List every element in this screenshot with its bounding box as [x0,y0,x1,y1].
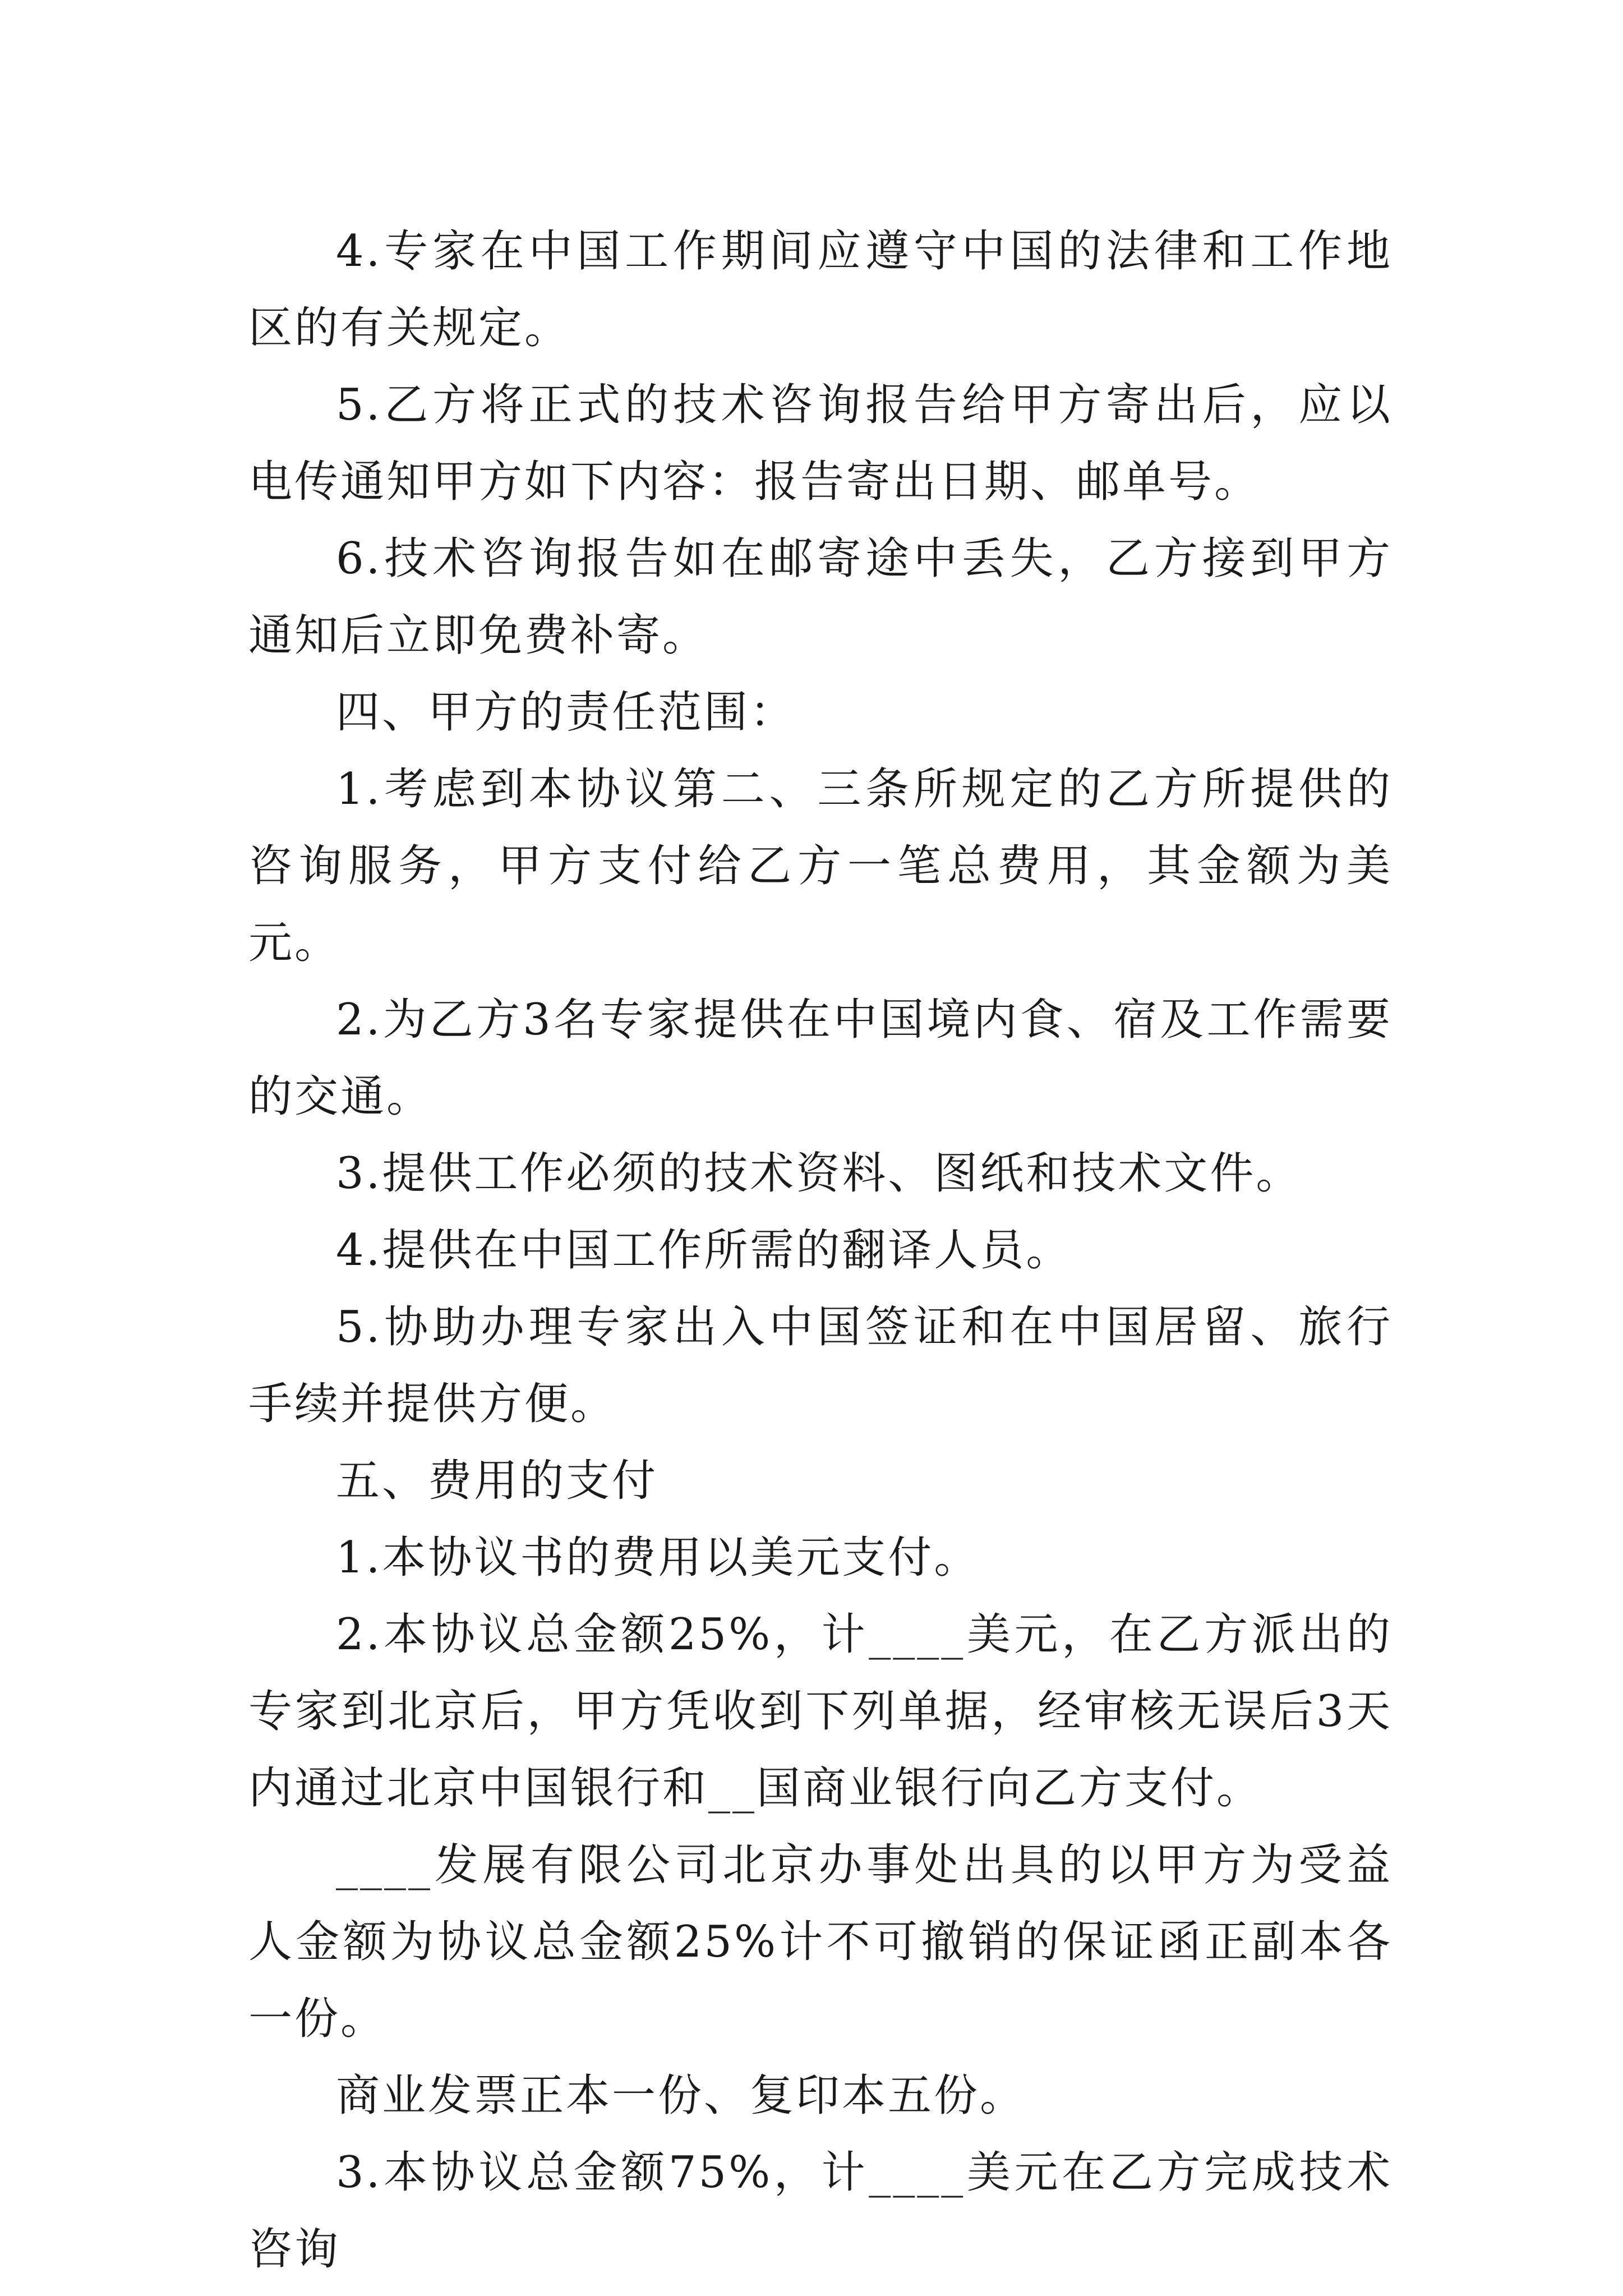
paragraph: 6.技术咨询报告如在邮寄途中丢失，乙方接到甲方通知后立即免费补寄。 [248,533,1393,661]
paragraph: 2.本协议总金额25%，计____美元，在乙方派出的专家到北京后，甲方凭收到下列单据，经审核无误后3天内通过北京中国银行和__国商业银行向乙方支付。 [248,1609,1393,1814]
section-heading: 五、费用的支付 [336,1456,658,1506]
paragraph: ____发展有限公司北京办事处出具的以甲方为受益人金额为协议总金额25%计不可撤销的保证函正副本各一份。 [248,1840,1393,2044]
paragraph: 3.本协议总金额75%，计____美元在乙方完成技术咨询 [248,2147,1393,2275]
paragraph: 4.专家在中国工作期间应遵守中国的法律和工作地区的有关规定。 [248,226,1393,353]
paragraph: 2.为乙方3名专家提供在中国境内食、宿及工作需要的交通。 [248,995,1393,1122]
paragraph: 5.协助办理专家出入中国签证和在中国居留、旅行手续并提供方便。 [248,1302,1393,1429]
paragraph: 3.提供工作必须的技术资料、图纸和技术文件。 [336,1148,1302,1199]
section-heading: 四、甲方的责任范围： [336,687,796,738]
paragraph: 4.提供在中国工作所需的翻译人员。 [336,1225,1072,1276]
document-body [248,213,1393,2288]
paragraph: 商业发票正本一份、复印本五份。 [336,2070,1026,2121]
paragraph: 5.乙方将正式的技术咨询报告给甲方寄出后，应以电传通知甲方如下内容：报告寄出日期、邮单号。 [248,380,1393,507]
paragraph: 1.考虑到本协议第二、三条所规定的乙方所提供的咨询服务，甲方支付给乙方一笔总费用，其金额为美元。 [248,764,1393,968]
paragraph: 1.本协议书的费用以美元支付。 [336,1533,980,1583]
